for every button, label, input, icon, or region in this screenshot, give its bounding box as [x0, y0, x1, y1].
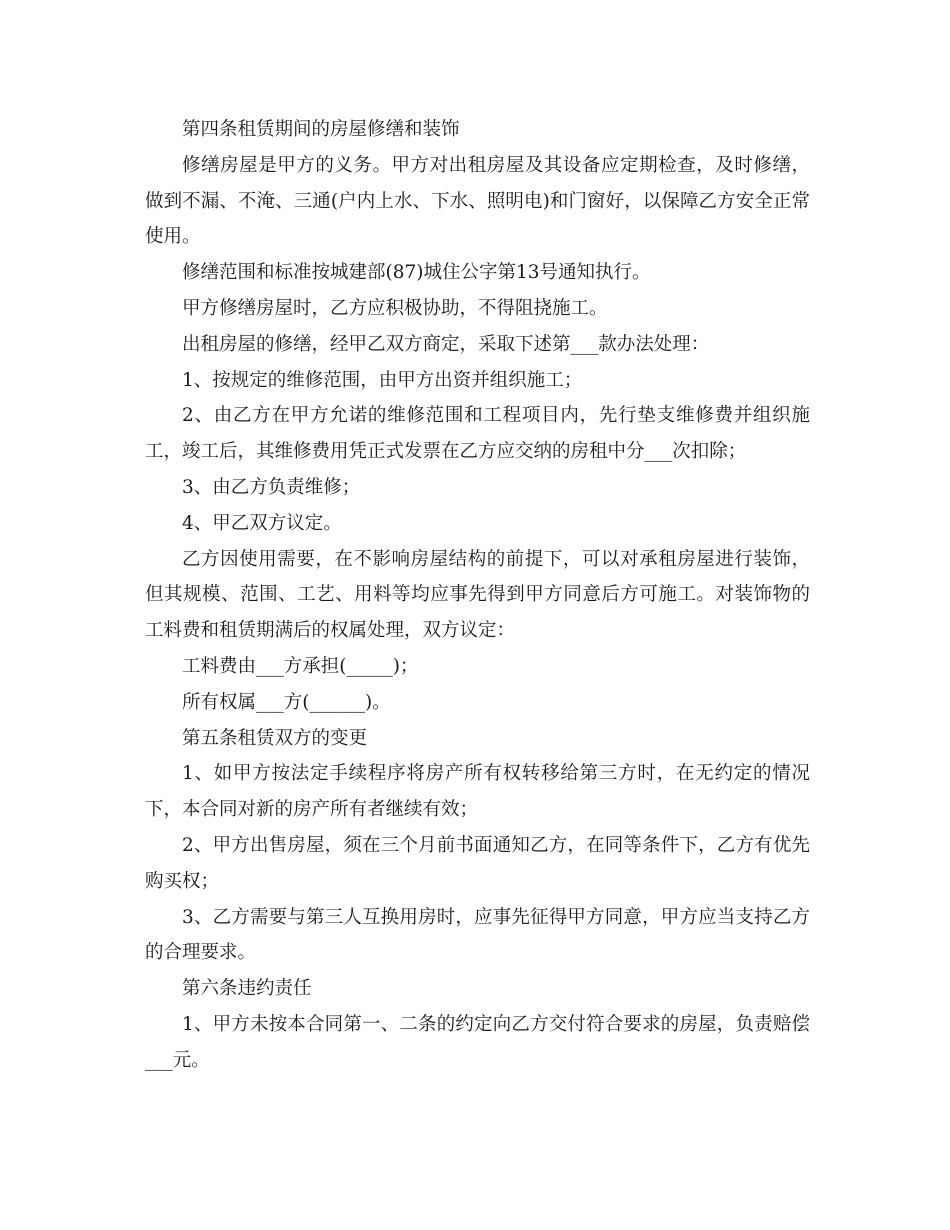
section-heading-5: 第五条租赁双方的变更: [182, 727, 368, 749]
paragraph: 出租房屋的修缮，经甲乙双方商定，采取下述第___款办法处理：: [182, 333, 710, 355]
paragraph: 修缮房屋是甲方的义务。甲方对出租房屋及其设备应定期检查，及时修缮，做到不漏、不淹、三通(户内上水、下水、照明电)和门窗好，以保障乙方安全正常使用。: [145, 154, 810, 248]
section-heading-4: 第四条租赁期间的房屋修缮和装饰: [182, 119, 460, 140]
section-heading-6: 第六条违约责任: [182, 978, 312, 1000]
list-item: 2、由乙方在甲方允诺的维修范围和工程项目内，先行垫支维修费并组织施工，竣工后，其维修费用凭正式发票在乙方应交纳的房租中分___次扣除；: [145, 405, 810, 463]
list-item: 3、由乙方负责维修；: [182, 476, 361, 498]
list-item: 1、甲方未按本合同第一、二条的约定向乙方交付符合要求的房屋，负责赔偿___元。: [145, 1013, 810, 1071]
paragraph: 工料费由___方承担(_____)；: [182, 655, 419, 677]
list-item: 1、按规定的维修范围，由甲方出资并组织施工；: [182, 369, 583, 391]
list-item: 2、甲方出售房屋，须在三个月前书面通知乙方，在同等条件下，乙方有优先购买权；: [145, 834, 810, 892]
list-item: 1、如甲方按法定手续程序将房产所有权转移给第三方时，在无约定的情况下，本合同对新的房产所有者继续有效；: [145, 763, 810, 821]
list-item: 4、甲乙双方议定。: [182, 512, 342, 534]
list-item: 3、乙方需要与第三人互换用房时，应事先征得甲方同意，甲方应当支持乙方的合理要求。: [145, 906, 810, 964]
document-body: [145, 112, 810, 1079]
paragraph: 甲方修缮房屋时，乙方应积极协助，不得阻挠施工。: [182, 297, 608, 319]
paragraph: 乙方因使用需要，在不影响房屋结构的前提下，可以对承租房屋进行装饰，但其规模、范围、工艺、用料等均应事先得到甲方同意后方可施工。对装饰物的工料费和租赁期满后的权属处理，双方议定：: [145, 548, 810, 642]
paragraph: 修缮范围和标准按城建部(87)城住公字第13号通知执行。: [182, 262, 651, 284]
paragraph: 所有权属___方(______)。: [182, 691, 391, 713]
